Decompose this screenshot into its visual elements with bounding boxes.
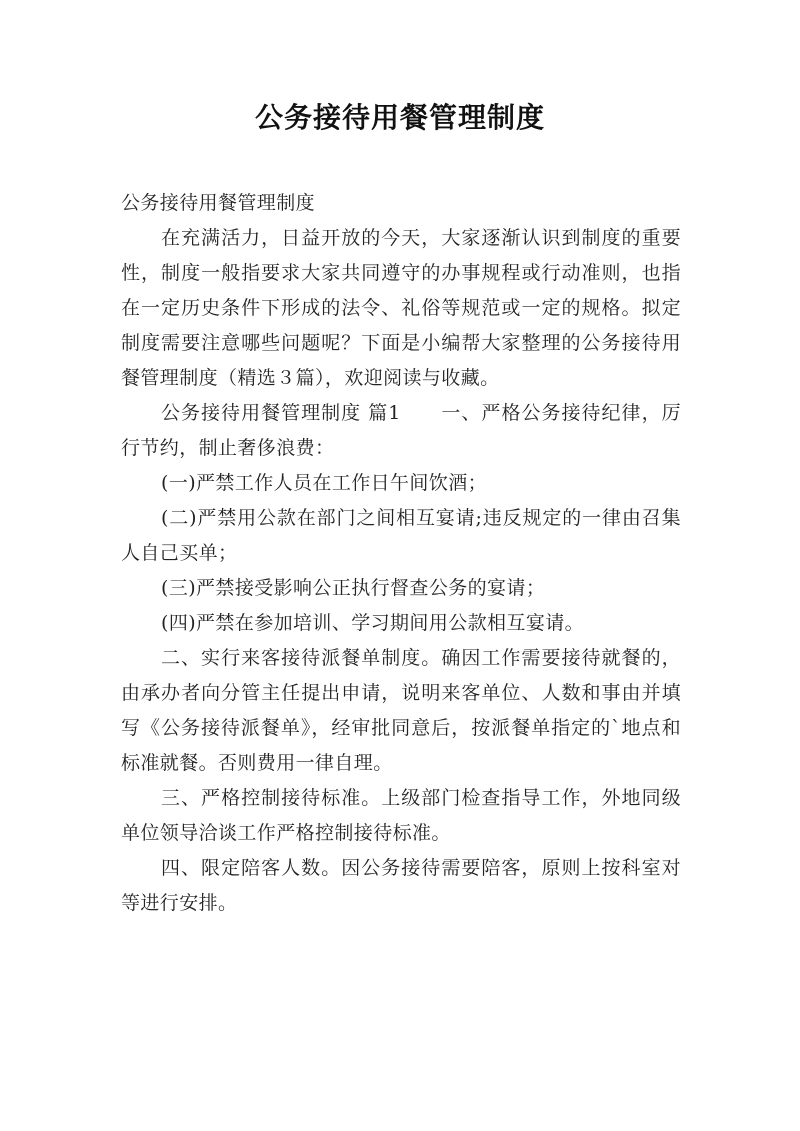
section-2-paragraph: 二、实行来客接待派餐单制度。确因工作需要接待就餐的，由承办者向分管主任提出申请，说明来客单位、人数和事由并填写《公务接待派餐单》，经审批同意后，按派餐单指定的`地点和标准就餐。否则费用一律自理。 — [121, 647, 681, 774]
document-body — [121, 186, 681, 921]
rule-3-paragraph: (三)严禁接受影响公正执行督查公务的宴请； — [161, 577, 546, 599]
intro-paragraph: 在充满活力，日益开放的今天，大家逐渐认识到制度的重要性，制度一般指要求大家共同遵守的办事规程或行动准则，也指在一定历史条件下形成的法令、礼俗等规范或一定的规格。拟定制度需要注意哪些问题呢？下面是小编帮大家整理的公务接待用餐管理制度（精选３篇），欢迎阅读与收藏。 — [121, 227, 681, 389]
section-4-paragraph: 四、限定陪客人数。因公务接待需要陪客，原则上按科室对等进行安排。 — [121, 857, 681, 914]
subtitle-paragraph: 公务接待用餐管理制度 — [121, 192, 316, 214]
rule-1-paragraph: (一)严禁工作人员在工作日午间饮酒； — [161, 472, 488, 494]
rule-4-paragraph: (四)严禁在参加培训、学习期间用公款相互宴请。 — [161, 612, 585, 634]
section-3-paragraph: 三、严格控制接待标准。上级部门检查指导工作，外地同级单位领导洽谈工作严格控制接待标准。 — [121, 787, 681, 844]
rule-2-paragraph: (二)严禁用公款在部门之间相互宴请;违反规定的一律由召集人自己买单； — [121, 507, 681, 564]
section-1-heading-paragraph: 公务接待用餐管理制度 篇1 一、严格公务接待纪律，厉行节约，制止奢侈浪费： — [121, 402, 681, 459]
document-title: 公务接待用餐管理制度 — [254, 101, 545, 134]
